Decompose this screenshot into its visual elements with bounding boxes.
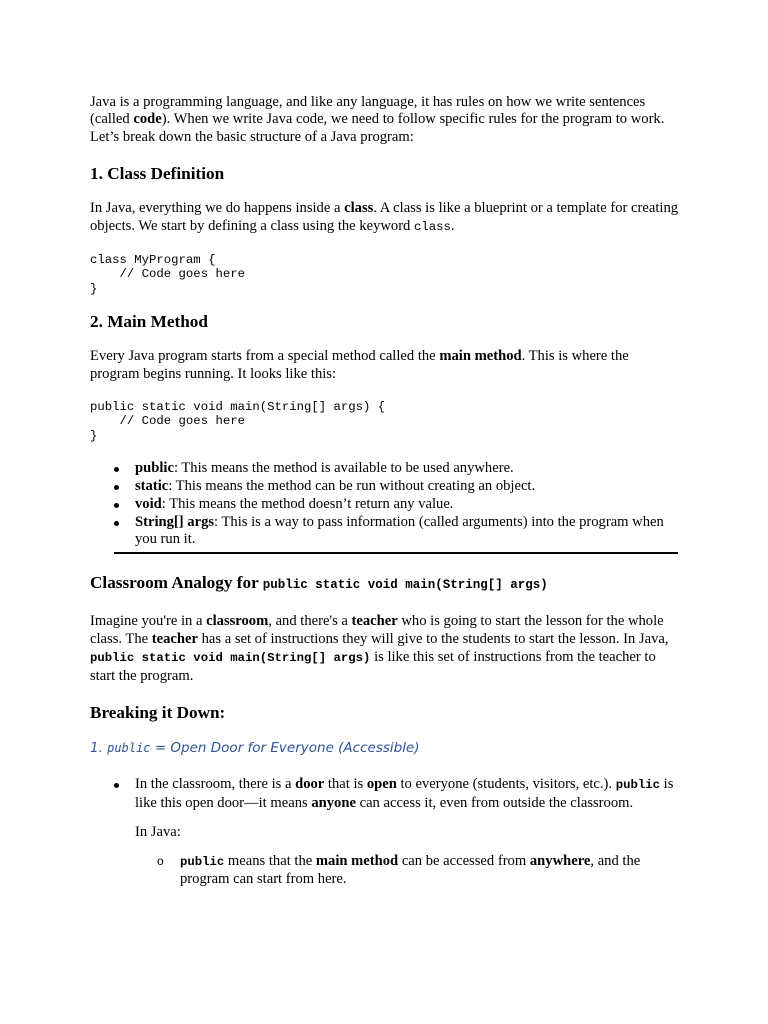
- main-bold: main method: [439, 348, 522, 365]
- main-method-paragraph: [90, 348, 680, 383]
- analogy-paragraph: [90, 612, 680, 685]
- list-item: [135, 496, 680, 514]
- class-text-2: . A class is like a blueprint or a template for creating objects. We start by defining a class using the keyword: [90, 200, 679, 234]
- analogy-text-5: is like this set of instructions from the teacher to start the program.: [90, 649, 656, 685]
- nested-text: means that the: [224, 852, 316, 869]
- intro-bold-code: code: [133, 111, 162, 128]
- item-text-3: to everyone (students, visitors, etc.).: [396, 776, 616, 793]
- public-bullet-list: [90, 776, 680, 889]
- analogy-text-4: has a set of instructions they will give to the students to start the lesson. In Java,: [197, 631, 669, 648]
- intro-text-2: ). When we write Java code, we need to follow specific rules for the program to work. Let’s break down the basic structure of a Java program:: [90, 111, 665, 145]
- subheading-code: public: [107, 741, 151, 756]
- bullet-desc: : This means the method is available to be used anywhere.: [173, 460, 514, 477]
- bullet-desc: : This is a way to pass information (called arguments) into the program when you run it.: [135, 513, 664, 548]
- list-item: [135, 460, 680, 478]
- item-bold-open: open: [366, 776, 397, 793]
- bullet-desc: : This means the method doesn’t return any value.: [161, 495, 454, 512]
- intro-text: Java is a programming language, and like any language, it has rules on how we write sentences (called: [90, 94, 646, 128]
- bullet-term: static: [135, 478, 169, 495]
- nested-text-2: can be accessed from: [398, 852, 530, 869]
- main-text: Every Java program starts from a special method called the: [90, 348, 440, 365]
- item-text-2: that is: [324, 776, 367, 793]
- bullet-term: public: [135, 460, 174, 477]
- bullet-desc: : This means the method can be run without creating an object.: [168, 478, 536, 495]
- item-text-4: is like this open door—it means: [135, 776, 674, 812]
- nested-list-item: [180, 853, 680, 890]
- subheading-number: 1.: [90, 740, 108, 757]
- class-paragraph: [90, 200, 680, 236]
- class-text-3: .: [450, 217, 455, 234]
- nested-inline-code: public: [180, 854, 225, 869]
- item-text: In the classroom, there is a: [135, 776, 296, 793]
- analogy-text: Imagine you're in a: [90, 613, 207, 630]
- analogy-heading-text: Classroom Analogy for: [90, 573, 263, 593]
- horizontal-rule: [114, 552, 678, 554]
- analogy-text-2: , and there's a: [268, 613, 352, 630]
- bullet-term: void: [135, 495, 162, 512]
- subheading-public: [90, 739, 680, 757]
- class-text: In Java, everything we do happens inside a: [90, 200, 345, 217]
- heading-breaking-down: Breaking it Down:: [90, 703, 226, 723]
- code-block-class: class MyProgram { // Code goes here }: [90, 253, 245, 296]
- item-text-5: can access it, even from outside the classroom.: [355, 795, 634, 812]
- intro-paragraph: [90, 94, 680, 146]
- analogy-text-3: who is going to start the lesson for the whole class. The: [90, 613, 664, 648]
- item-inline-code: public: [615, 778, 660, 793]
- heading-classroom-analogy: [90, 573, 680, 595]
- list-item: [135, 776, 680, 889]
- code-block-main: public static void main(String[] args) { // Code goes here }: [90, 400, 386, 443]
- nested-bold-anywhere: anywhere: [529, 852, 591, 869]
- heading-class-definition: 1. Class Definition: [90, 164, 225, 184]
- list-item: [135, 478, 680, 496]
- nested-text-3: , and the program can start from here.: [180, 852, 641, 888]
- analogy-heading-code: public static void main(String[] args): [262, 578, 548, 593]
- nested-list: [135, 853, 680, 890]
- analogy-bold-teacher: teacher: [351, 613, 398, 630]
- class-keyword-code: class: [414, 219, 451, 234]
- analogy-inline-code: public static void main(String[] args): [90, 651, 371, 666]
- analogy-bold-classroom: classroom: [206, 613, 269, 630]
- nested-bold-main-method: main method: [315, 852, 399, 869]
- keyword-bullet-list: [90, 460, 680, 549]
- subheading-text: = Open Door for Everyone (Accessible): [150, 740, 420, 757]
- class-bold: class: [344, 200, 374, 217]
- in-java-label: In Java:: [135, 823, 181, 840]
- main-text-2: . This is where the program begins running. It looks like this:: [90, 348, 629, 382]
- item-bold-door: door: [295, 776, 325, 793]
- item-bold-anyone: anyone: [311, 795, 356, 812]
- bullet-term: String[] args: [135, 513, 215, 530]
- heading-main-method: 2. Main Method: [90, 312, 208, 332]
- analogy-bold-teacher-2: teacher: [151, 631, 198, 648]
- list-item: [135, 514, 680, 550]
